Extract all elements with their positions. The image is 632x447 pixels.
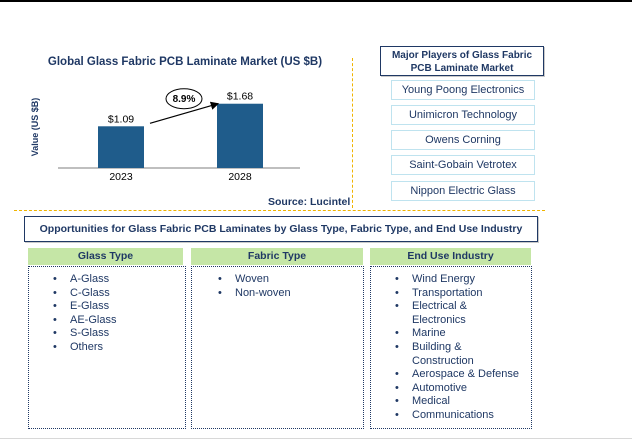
cagr-label: 8.9% xyxy=(172,94,196,106)
bar-value-label: $1.68 xyxy=(226,90,254,103)
column-header-glass-type: Glass Type xyxy=(28,248,183,265)
list-item-label: Electronics xyxy=(412,313,466,326)
list-item xyxy=(395,368,531,382)
list-item-label: Others xyxy=(70,340,104,353)
bullet-icon: • xyxy=(395,286,399,299)
x-tick-label: 2023 xyxy=(109,171,133,183)
list-item-label: A-Glass xyxy=(70,273,110,285)
chart-source: Source: Lucintel xyxy=(268,196,351,208)
list-item xyxy=(53,286,185,301)
opportunities-title: Opportunities for Glass Fabric PCB Laminates by Glass Type, Fabric Type, and End Use Industry xyxy=(24,216,538,242)
list-item-label: Construction xyxy=(412,354,474,367)
list-item-label: Electrical & xyxy=(412,300,468,313)
list-item-label: Marine xyxy=(412,327,446,340)
end-use-list xyxy=(395,267,531,423)
list-item xyxy=(53,327,185,341)
list-item-label: Communications xyxy=(412,408,494,421)
bullet-icon: • xyxy=(53,273,57,285)
list-item-label: Aerospace & Defense xyxy=(412,368,520,381)
list-item xyxy=(218,286,363,301)
list-item-label: S-Glass xyxy=(70,327,110,340)
bottom-rule xyxy=(0,438,632,439)
list-item-label: Automotive xyxy=(412,381,468,394)
list-item-label: Wind Energy xyxy=(412,273,475,285)
bullet-icon: • xyxy=(395,300,399,313)
bullet-icon: • xyxy=(395,395,399,408)
list-item-label: Woven xyxy=(235,273,270,285)
list-item xyxy=(53,300,185,314)
list-item xyxy=(53,340,185,355)
list-item xyxy=(395,408,531,423)
list-item xyxy=(218,273,363,287)
glass-type-list xyxy=(53,267,185,355)
glass-type-list-box xyxy=(28,266,186,429)
player-item: Saint-Gobain Vetrotex xyxy=(391,155,535,175)
list-item xyxy=(412,314,531,328)
y-axis-label: Value (US $B) xyxy=(30,97,40,157)
bullet-icon: • xyxy=(395,368,399,381)
horizontal-divider xyxy=(14,210,545,211)
player-item: Owens Corning xyxy=(391,130,535,150)
list-item-label: Medical xyxy=(412,395,450,408)
bullet-icon: • xyxy=(218,273,222,285)
end-use-list-box xyxy=(370,266,532,429)
bullet-icon: • xyxy=(395,340,399,353)
bullet-icon: • xyxy=(395,381,399,394)
column-header-fabric-type: Fabric Type xyxy=(191,248,363,265)
bullet-icon: • xyxy=(53,300,57,313)
list-item xyxy=(395,300,531,314)
list-item xyxy=(395,395,531,409)
player-item: Unimicron Technology xyxy=(391,105,535,125)
list-item-label: AE-Glass xyxy=(70,313,117,326)
bar xyxy=(217,104,263,168)
x-tick-label: 2028 xyxy=(228,171,252,183)
list-item-label: Building & xyxy=(412,340,462,353)
top-rule xyxy=(0,0,632,2)
player-item: Young Poong Electronics xyxy=(391,80,535,100)
list-item xyxy=(53,273,185,287)
list-item xyxy=(412,355,531,369)
list-item xyxy=(395,340,531,355)
players-title: Major Players of Glass Fabric PCB Laminate Market xyxy=(380,46,544,76)
list-item-label: Non-woven xyxy=(235,286,291,299)
fabric-type-list-box xyxy=(191,266,364,429)
player-item: Nippon Electric Glass xyxy=(391,181,535,201)
bullet-icon: • xyxy=(53,340,57,353)
list-item-label: C-Glass xyxy=(70,286,110,299)
list-item xyxy=(395,327,531,341)
bullet-icon: • xyxy=(395,273,399,285)
list-item xyxy=(395,286,531,301)
column-header-end-use: End Use Industry xyxy=(370,248,531,265)
bullet-icon: • xyxy=(53,327,57,340)
vertical-divider xyxy=(352,58,353,208)
bullet-icon: • xyxy=(53,313,57,326)
list-item-label: E-Glass xyxy=(70,300,110,313)
bullet-icon: • xyxy=(395,327,399,340)
bullet-icon: • xyxy=(53,286,57,299)
bar-chart xyxy=(0,80,340,200)
bar-value-label: $1.09 xyxy=(107,113,135,126)
list-item xyxy=(53,313,185,328)
bar xyxy=(98,126,144,168)
list-item xyxy=(395,381,531,396)
fabric-type-list xyxy=(218,267,363,300)
list-item-label: Transportation xyxy=(412,286,483,299)
list-item xyxy=(395,273,531,287)
bullet-icon: • xyxy=(218,286,222,299)
chart-title: Global Glass Fabric PCB Laminate Market (US $B) xyxy=(47,56,323,68)
bullet-icon: • xyxy=(395,408,399,421)
